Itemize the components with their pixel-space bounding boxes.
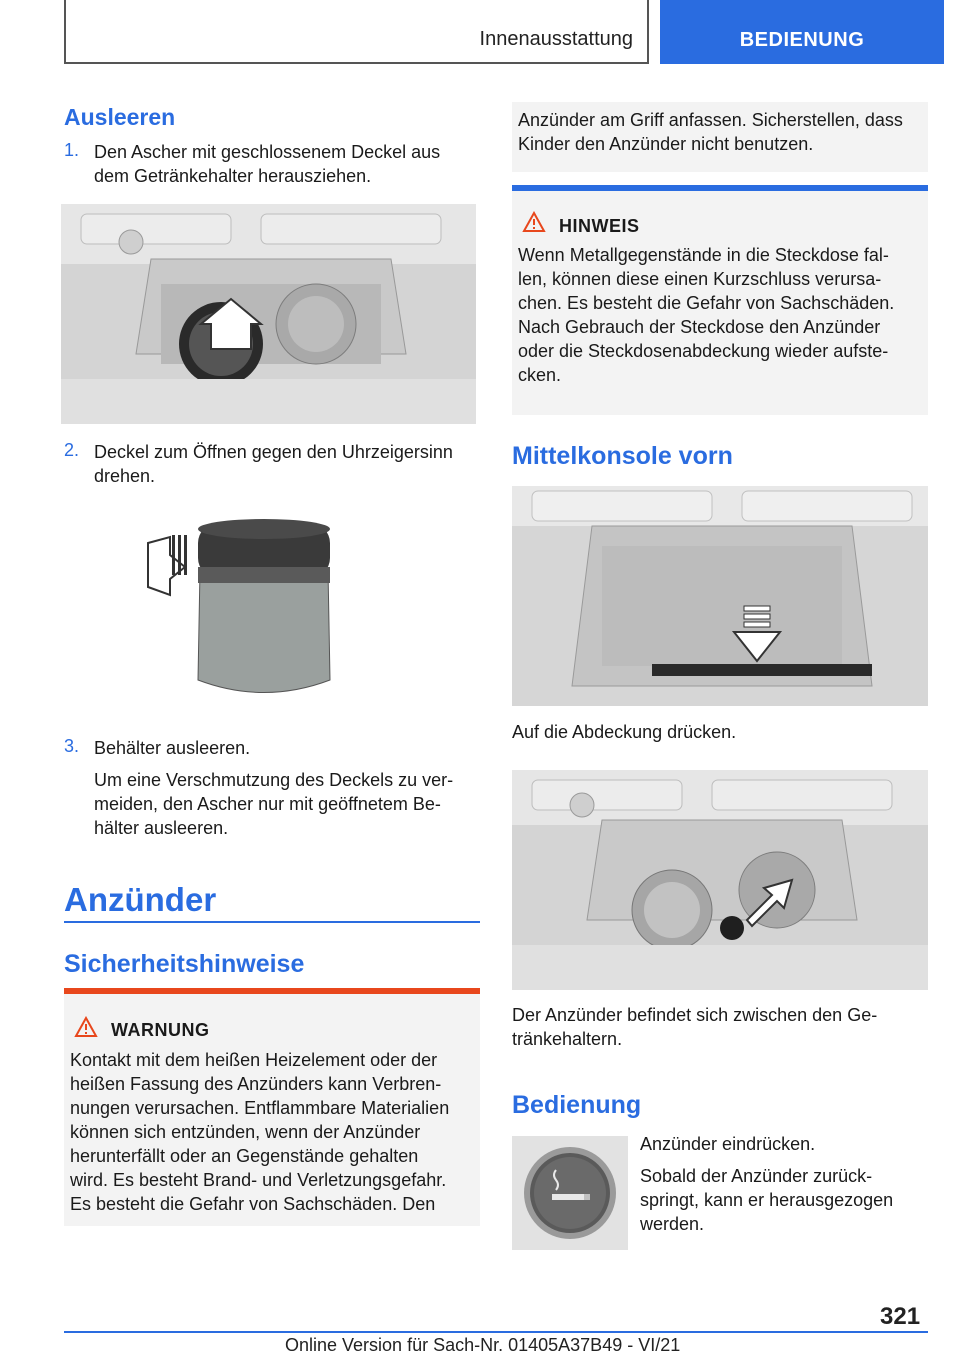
heading-anzuender: Anzünder — [64, 881, 217, 918]
step-number: 2. — [64, 440, 80, 460]
warning-box — [64, 994, 480, 1226]
heading-bedienung: Bedienung — [512, 1091, 642, 1119]
warning-triangle-icon — [74, 1016, 98, 1038]
caption-lighter-location: Der Anzünder befindet sich zwischen den Ge- tränkehaltern. — [512, 1005, 878, 1049]
notice-triangle-icon — [522, 211, 546, 233]
step-number: 1. — [64, 140, 80, 160]
lighter-icon — [512, 1136, 628, 1250]
bedienung-text: Sobald der Anzünder zurück- springt, kann er herausgezogen werden. — [640, 1166, 894, 1234]
footer-rule — [64, 1331, 928, 1333]
notice-box — [512, 191, 928, 415]
photo-lighter-location — [512, 770, 928, 990]
step-text: Den Ascher mit geschlossenem Deckel aus dem Getränkehalter herausziehen. — [94, 142, 441, 186]
warning-text-continued: Anzünder am Griff anfassen. Sicherstellen, dass Kinder den Anzünder nicht benutzen. — [518, 110, 903, 154]
warning-text: Kontakt mit dem heißen Heizelement oder der heißen Fassung des Anzünders kann Verbren- nungen verursachen. Entflammbare Materialien können sich entzünden, wenn der Anzünder herunterfällt oder an Gegenstände gehalten wird. Es besteht Brand- und Verletzungsgefahr. Es besteht die Gefahr von Sachschäden. Den — [70, 1050, 450, 1214]
warning-box-continued — [512, 102, 928, 172]
header-chapter-label: BEDIENUNG — [739, 29, 865, 51]
notice-label: HINWEIS — [559, 216, 640, 236]
caption-press-cover: Auf die Abdeckung drücken. — [512, 722, 737, 742]
step-note: Um eine Verschmutzung des Deckels zu ver- meiden, den Ascher nur mit geöffnetem Be- hälter ausleeren. — [94, 770, 454, 838]
step-text: Deckel zum Öffnen gegen den Uhrzeigersinn drehen. — [94, 442, 453, 486]
header-section-label: Innenausstattung — [479, 28, 633, 50]
photo-ashtray-removal — [61, 204, 476, 424]
warning-label: WARNUNG — [111, 1020, 210, 1040]
bedienung-step: Anzünder eindrücken. — [640, 1134, 816, 1154]
header-section-tab — [64, 0, 649, 64]
heading-ausleeren: Ausleeren — [64, 104, 176, 130]
footer-text: Online Version für Sach-Nr. 01405A37B49 - VI/21 — [285, 1335, 681, 1355]
heading-rule — [64, 921, 480, 923]
step-number: 3. — [64, 736, 80, 756]
page-number: 321 — [880, 1303, 921, 1330]
lighter-button-image — [512, 1136, 628, 1250]
photo-console-cover — [512, 486, 928, 706]
step-text: Behälter ausleeren. — [94, 738, 251, 758]
notice-text: Wenn Metallgegenstände in die Steckdose fal- len, können diese einen Kurzschluss verursa- chen. Es besteht die Gefahr von Sachschäden. Nach Gebrauch der Steckdose den Anzünder oder die Steckdosenabdeckung wieder aufste- cken. — [518, 245, 895, 385]
heading-mittelkonsole: Mittelkonsole vorn — [512, 442, 733, 470]
illustration-ashtray-lid — [140, 515, 380, 705]
header-chapter-tab — [660, 0, 944, 64]
heading-sicherheitshinweise: Sicherheitshinweise — [64, 950, 305, 978]
